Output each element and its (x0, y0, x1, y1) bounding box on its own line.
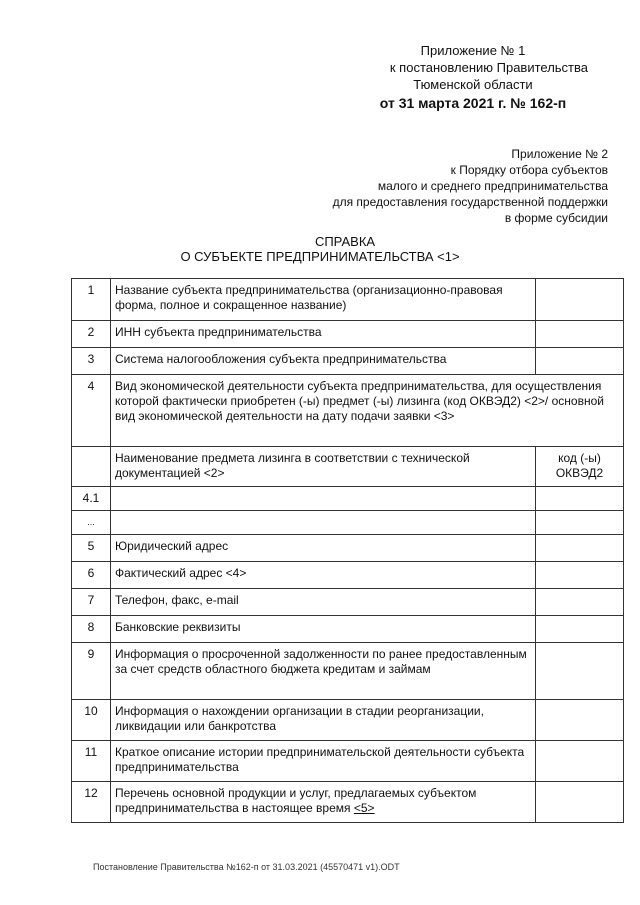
row-number: 2 (72, 321, 111, 348)
appendix-1-title: Приложение № 1 (420, 43, 526, 58)
appendix-2-header (268, 146, 608, 226)
appendix-2-line1: к Порядку отбора субъектов (450, 163, 608, 177)
row-value-cell[interactable] (536, 700, 624, 741)
table-row (72, 321, 624, 348)
row-label: Юридический адрес (111, 535, 536, 562)
okved-code-header: код (-ы) ОКВЭД2 (536, 447, 624, 487)
row-value-cell[interactable] (536, 741, 624, 782)
row-value-cell[interactable] (536, 643, 624, 700)
document-title-line2: О СУБЪЕКТЕ ПРЕДПРИНИМАТЕЛЬСТВА <1> (180, 249, 460, 264)
appendix-2-line3: для предоставления государственной поддержки (332, 195, 608, 209)
table-row (72, 643, 624, 700)
row-value-cell[interactable] (536, 589, 624, 616)
row-number: 5 (72, 535, 111, 562)
row-label: Краткое описание истории предпринимательской деятельности субъекта предпринимательства (111, 741, 536, 782)
table-row (72, 700, 624, 741)
row-number: 12 (72, 782, 111, 823)
row-value-cell[interactable] (536, 321, 624, 348)
table-row (72, 741, 624, 782)
row-label (111, 782, 536, 823)
document-title-line1: СПРАВКА (314, 234, 376, 249)
row-number: 1 (72, 279, 111, 321)
information-table (71, 278, 624, 823)
table-row (72, 535, 624, 562)
table-row (72, 511, 624, 535)
row-label: Вид экономической деятельности субъекта предпринимательства, для осуществления которой фактически приобретен (-ы) предмет (-ы) лизинга (код ОКВЭД2) <2>/ основной вид экономической деятельности на дату подачи заявки <3> (111, 375, 624, 447)
row-number: 7 (72, 589, 111, 616)
table-row (72, 487, 624, 511)
row-number: 8 (72, 616, 111, 643)
appendix-2-line2: малого и среднего предпринимательства (377, 179, 608, 193)
row-value-cell[interactable] (536, 616, 624, 643)
row-label: Банковские реквизиты (111, 616, 536, 643)
appendix-2-title: Приложение № 2 (511, 147, 608, 161)
row-number (72, 447, 111, 487)
row-label: Система налогообложения субъекта предпринимательства (111, 348, 536, 375)
row-number: 4 (72, 375, 111, 447)
row-value-cell[interactable] (536, 511, 624, 535)
appendix-1-date: от 31 марта 2021 г. № 162-п (379, 95, 567, 111)
footnote-link-5[interactable]: <5> (353, 801, 375, 815)
leasing-subject-header: Наименование предмета лизинга в соответствии с технической документацией <2> (111, 447, 536, 487)
row-value-cell[interactable] (536, 562, 624, 589)
appendix-1-header (288, 42, 588, 112)
row-value-cell[interactable] (536, 535, 624, 562)
table-row (72, 589, 624, 616)
row-label: Телефон, факс, e-mail (111, 589, 536, 616)
row-number: 10 (72, 700, 111, 741)
row-label-text: Перечень основной продукции и услуг, предлагаемых субъектом предпринимательства в настоящее время (115, 786, 477, 815)
table-row (72, 279, 624, 321)
row-label[interactable] (111, 487, 536, 511)
table-row (72, 348, 624, 375)
row-number: 4.1 (72, 487, 111, 511)
table-row (72, 562, 624, 589)
row-number: ... (72, 511, 111, 535)
row-value-cell[interactable] (536, 487, 624, 511)
table-subheader-row (72, 447, 624, 487)
document-footer: Постановление Правительства №162-п от 31.03.2021 (45570471 v1).ODT (93, 862, 400, 872)
row-label[interactable] (111, 511, 536, 535)
appendix-1-line1: к постановлению Правительства (389, 60, 588, 75)
row-label: Фактический адрес <4> (111, 562, 536, 589)
table-row (72, 616, 624, 643)
appendix-2-line4: в форме субсидии (504, 211, 608, 225)
row-number: 11 (72, 741, 111, 782)
row-number: 9 (72, 643, 111, 700)
table-row (72, 375, 624, 447)
document-title (0, 234, 640, 264)
row-number: 3 (72, 348, 111, 375)
row-value-cell[interactable] (536, 348, 624, 375)
row-label: ИНН субъекта предпринимательства (111, 321, 536, 348)
appendix-1-line2: Тюменской области (413, 77, 533, 92)
row-value-cell[interactable] (536, 782, 624, 823)
row-number: 6 (72, 562, 111, 589)
row-label: Информация о просроченной задолженности по ранее предоставленным за счет средств областного бюджета кредитам и займам (111, 643, 536, 700)
row-label: Название субъекта предпринимательства (организационно-правовая форма, полное и сокращенное название) (111, 279, 536, 321)
table-row (72, 782, 624, 823)
row-value-cell[interactable] (536, 279, 624, 321)
row-label: Информация о нахождении организации в стадии реорганизации, ликвидации или банкротства (111, 700, 536, 741)
